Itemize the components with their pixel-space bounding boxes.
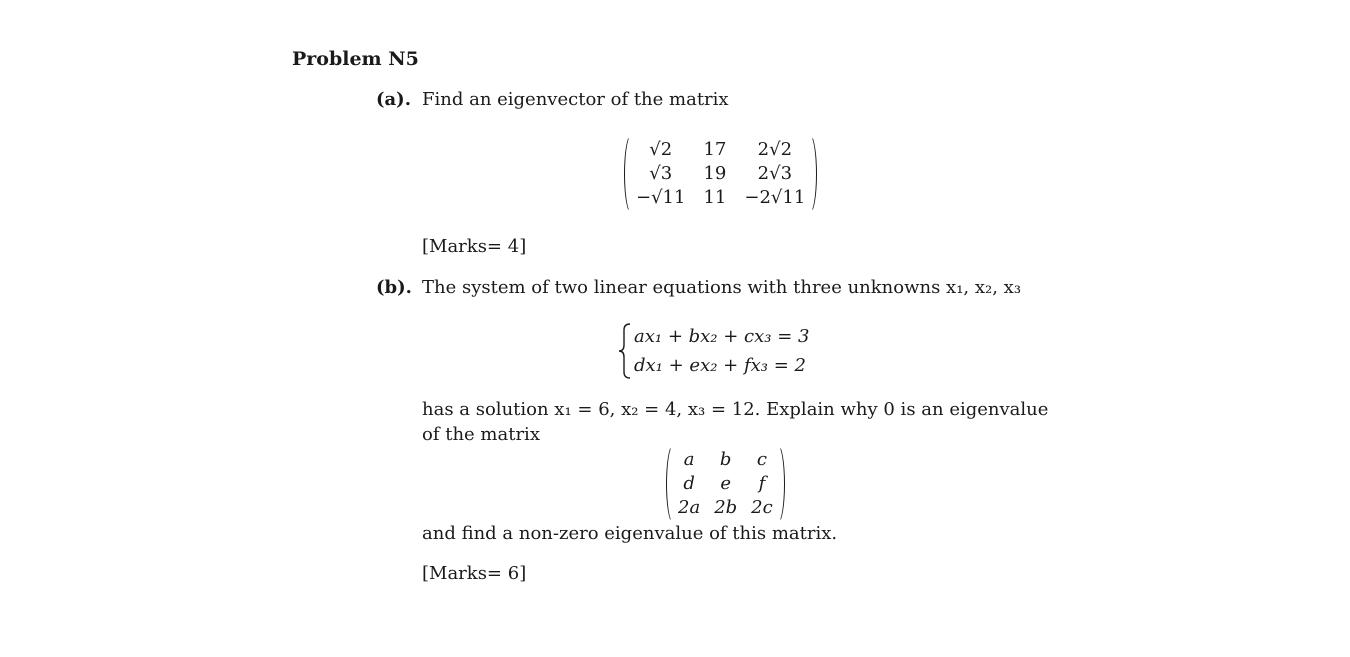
part-b-text: The system of two linear equations with three unknowns x₁, x₂, x₃ xyxy=(422,277,1022,298)
solution-text-line2: of the matrix xyxy=(422,424,540,445)
matrix-a-cell: −√11 xyxy=(636,187,686,208)
matrix-b-cell: d xyxy=(683,473,695,494)
left-paren xyxy=(622,134,634,214)
part-b-label: (b). xyxy=(376,277,412,298)
find-text: and find a non-zero eigenvalue of this matrix. xyxy=(422,523,838,544)
matrix-b-cell: b xyxy=(719,449,732,470)
matrix-a-cell: −2√11 xyxy=(744,187,806,208)
matrix-a-grid xyxy=(634,134,807,214)
matrix-b-cell: 2a xyxy=(678,497,701,518)
matrix-a xyxy=(622,134,819,214)
matrix-b-grid xyxy=(676,444,775,524)
marks-b: [Marks= 6] xyxy=(422,563,527,584)
equations xyxy=(632,322,809,380)
right-paren xyxy=(775,444,787,524)
problem-title: Problem N5 xyxy=(292,48,419,70)
part-a-text: Find an eigenvector of the matrix xyxy=(422,89,729,110)
matrix-a-cell: √3 xyxy=(649,163,673,184)
matrix-b-cell: 2c xyxy=(751,497,773,518)
matrix-a-cell: √2 xyxy=(649,139,673,160)
matrix-b-cell: e xyxy=(720,473,731,494)
equation-system xyxy=(618,322,809,380)
matrix-b-cell: f xyxy=(758,473,766,494)
matrix-a-cell: 17 xyxy=(703,139,727,160)
matrix-b xyxy=(664,444,787,524)
matrix-b-cell: c xyxy=(756,449,767,470)
left-brace xyxy=(618,322,632,380)
right-paren xyxy=(807,134,819,214)
matrix-b-cell: a xyxy=(683,449,695,470)
solution-text-line1: has a solution x₁ = 6, x₂ = 4, x₃ = 12. Explain why 0 is an eigenvalue xyxy=(422,399,1049,420)
equation-2: dx₁ + ex₂ + fx₃ = 2 xyxy=(634,355,806,376)
part-a-label: (a). xyxy=(376,89,411,110)
marks-a: [Marks= 4] xyxy=(422,236,527,257)
matrix-a-cell: 2√2 xyxy=(757,139,793,160)
matrix-b-cell: 2b xyxy=(714,497,738,518)
equation-1: ax₁ + bx₂ + cx₃ = 3 xyxy=(634,326,810,347)
matrix-a-cell: 11 xyxy=(703,187,727,208)
left-paren xyxy=(664,444,676,524)
matrix-a-cell: 2√3 xyxy=(757,163,793,184)
matrix-a-cell: 19 xyxy=(703,163,727,184)
